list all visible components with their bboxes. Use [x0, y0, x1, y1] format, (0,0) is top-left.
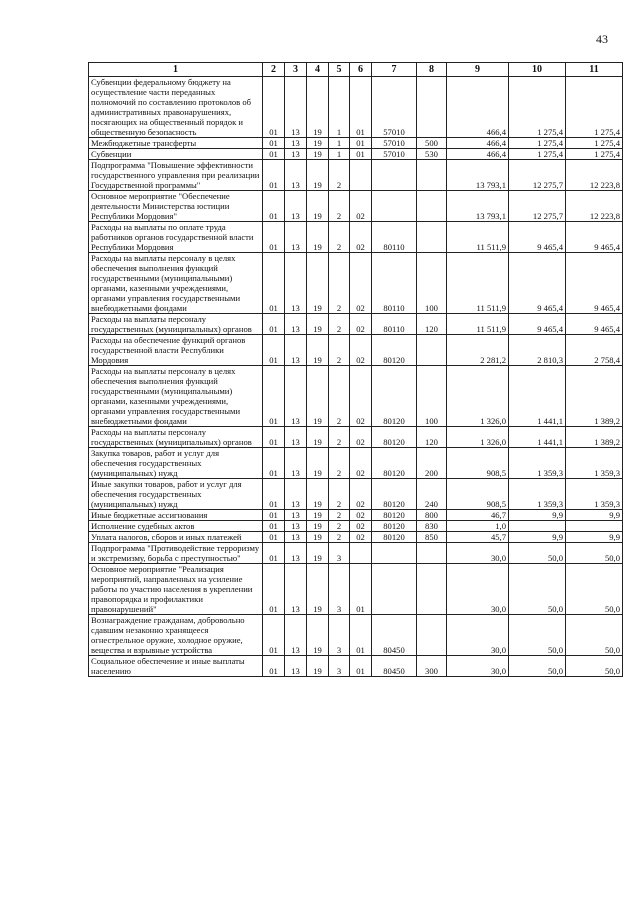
table-cell: 100 — [417, 253, 447, 314]
table-cell: 19 — [307, 138, 329, 149]
table-row — [89, 314, 623, 335]
table-cell: 30,0 — [447, 543, 509, 564]
table-cell: 908,5 — [447, 479, 509, 510]
row-name-cell: Субвенции федеральному бюджету на осуществление части переданных полномочий по составлению протоколов об административных правонарушениях, посягающих на общественный порядок и общественную безопасность — [89, 77, 263, 138]
table-cell: 19 — [307, 427, 329, 448]
table-cell: 9 465,4 — [566, 253, 623, 314]
table-cell: 02 — [350, 532, 372, 543]
table-row — [89, 532, 623, 543]
table-cell: 19 — [307, 543, 329, 564]
table-cell: 3 — [329, 543, 350, 564]
table-cell: 11 511,9 — [447, 314, 509, 335]
table-cell: 50,0 — [509, 564, 566, 615]
table-cell: 1 275,4 — [566, 138, 623, 149]
row-name-cell: Уплата налогов, сборов и иных платежей — [89, 532, 263, 543]
table-cell: 13 — [285, 532, 307, 543]
table-cell: 19 — [307, 253, 329, 314]
table-cell — [350, 543, 372, 564]
table-cell: 240 — [417, 479, 447, 510]
table-cell — [417, 543, 447, 564]
table-cell: 11 511,9 — [447, 222, 509, 253]
table-cell: 19 — [307, 479, 329, 510]
table-cell: 80120 — [372, 366, 417, 427]
table-cell: 80120 — [372, 427, 417, 448]
table-cell: 19 — [307, 222, 329, 253]
table-cell: 13 — [285, 656, 307, 677]
table-cell: 02 — [350, 191, 372, 222]
table-cell: 02 — [350, 314, 372, 335]
table-row — [89, 149, 623, 160]
table-cell: 12 223,8 — [566, 160, 623, 191]
table-cell: 120 — [417, 314, 447, 335]
table-cell: 9 465,4 — [566, 314, 623, 335]
table-cell: 2 — [329, 479, 350, 510]
table-cell: 530 — [417, 149, 447, 160]
table-row — [89, 479, 623, 510]
table-cell: 13 — [285, 253, 307, 314]
table-cell: 120 — [417, 427, 447, 448]
row-name-cell: Вознаграждение гражданам, добровольно сдавшим незаконно хранящееся огнестрельное оружие, холодное оружие, вещества и взрывные устройства — [89, 615, 263, 656]
table-cell — [372, 191, 417, 222]
table-cell — [417, 222, 447, 253]
table-cell: 01 — [263, 532, 285, 543]
column-header-7: 7 — [372, 63, 417, 77]
table-cell: 50,0 — [566, 564, 623, 615]
budget-table — [88, 62, 623, 677]
row-name-cell: Основное мероприятие "Реализация мероприятий, направленных на усиление работы по участию населения в укреплении правопорядка и профилактики правонарушений" — [89, 564, 263, 615]
table-cell: 19 — [307, 448, 329, 479]
table-row — [89, 335, 623, 366]
table-cell: 9,9 — [566, 510, 623, 521]
table-cell: 01 — [350, 138, 372, 149]
table-cell: 50,0 — [509, 543, 566, 564]
table-cell: 19 — [307, 615, 329, 656]
table-cell: 100 — [417, 366, 447, 427]
table-cell: 1 389,2 — [566, 366, 623, 427]
table-row — [89, 191, 623, 222]
table-cell: 466,4 — [447, 77, 509, 138]
table-cell: 2 — [329, 532, 350, 543]
table-cell: 13 — [285, 543, 307, 564]
table-cell: 1 359,3 — [566, 479, 623, 510]
table-cell: 9 465,4 — [509, 222, 566, 253]
table-cell — [417, 615, 447, 656]
table-cell: 11 511,9 — [447, 253, 509, 314]
table-cell: 9,9 — [509, 532, 566, 543]
table-cell: 01 — [350, 615, 372, 656]
table-cell: 800 — [417, 510, 447, 521]
table-cell: 02 — [350, 335, 372, 366]
table-cell: 2 — [329, 427, 350, 448]
table-cell — [417, 77, 447, 138]
table-cell: 01 — [350, 149, 372, 160]
table-cell: 57010 — [372, 138, 417, 149]
table-cell: 2 — [329, 448, 350, 479]
table-cell: 19 — [307, 366, 329, 427]
table-cell — [350, 160, 372, 191]
row-name-cell: Иные бюджетные ассигнования — [89, 510, 263, 521]
table-cell: 1 326,0 — [447, 366, 509, 427]
table-cell: 9 465,4 — [509, 253, 566, 314]
column-header-9: 9 — [447, 63, 509, 77]
table-cell: 9 465,4 — [566, 222, 623, 253]
table-cell: 01 — [263, 222, 285, 253]
column-header-5: 5 — [329, 63, 350, 77]
table-cell: 13 793,1 — [447, 160, 509, 191]
table-cell: 01 — [350, 656, 372, 677]
row-name-cell: Социальное обеспечение и иные выплаты населению — [89, 656, 263, 677]
table-cell: 19 — [307, 564, 329, 615]
table-cell: 1 275,4 — [509, 138, 566, 149]
table-cell: 19 — [307, 521, 329, 532]
row-name-cell: Исполнение судебных актов — [89, 521, 263, 532]
table-cell: 2 — [329, 222, 350, 253]
table-cell: 1 275,4 — [566, 149, 623, 160]
row-name-cell: Расходы на выплаты персоналу в целях обеспечения выполнения функций государственными (муниципальными) органами, казенными учреждениями, органами управления государственными внебюджетными фондами — [89, 366, 263, 427]
table-cell: 02 — [350, 366, 372, 427]
table-row — [89, 366, 623, 427]
table-cell: 1 275,4 — [509, 149, 566, 160]
table-cell: 19 — [307, 160, 329, 191]
table-cell: 01 — [263, 77, 285, 138]
table-cell: 19 — [307, 191, 329, 222]
table-cell: 830 — [417, 521, 447, 532]
header-row — [89, 63, 623, 77]
table-cell — [509, 521, 566, 532]
table-cell — [417, 335, 447, 366]
table-cell: 57010 — [372, 77, 417, 138]
table-row — [89, 448, 623, 479]
table-cell: 1,0 — [447, 521, 509, 532]
table-cell: 80110 — [372, 222, 417, 253]
table-cell: 1 — [329, 149, 350, 160]
table-cell: 01 — [263, 335, 285, 366]
table-cell: 13 — [285, 138, 307, 149]
table-cell: 80110 — [372, 253, 417, 314]
table-row — [89, 615, 623, 656]
table-cell: 13 — [285, 77, 307, 138]
table-cell: 13 — [285, 510, 307, 521]
table-cell: 1 — [329, 138, 350, 149]
table-cell: 02 — [350, 510, 372, 521]
table-row — [89, 160, 623, 191]
table-cell: 200 — [417, 448, 447, 479]
column-header-3: 3 — [285, 63, 307, 77]
table-cell: 500 — [417, 138, 447, 149]
table-cell: 1 441,1 — [509, 366, 566, 427]
table-cell — [417, 160, 447, 191]
table-cell: 850 — [417, 532, 447, 543]
table-cell: 13 — [285, 448, 307, 479]
table-cell: 01 — [263, 366, 285, 427]
row-name-cell: Расходы на выплаты персоналу государственных (муниципальных) органов — [89, 314, 263, 335]
row-name-cell: Подпрограмма "Противодействие терроризму и экстремизму, борьба с преступностью" — [89, 543, 263, 564]
table-row — [89, 77, 623, 138]
row-name-cell: Расходы на выплаты персоналу в целях обеспечения выполнения функций государственными (муниципальными) органами, казенными учреждениями, органами управления государственными внебюджетными фондами — [89, 253, 263, 314]
table-cell: 01 — [263, 521, 285, 532]
table-cell: 13 — [285, 160, 307, 191]
table-cell: 13 — [285, 366, 307, 427]
table-row — [89, 253, 623, 314]
table-cell: 13 — [285, 314, 307, 335]
table-cell: 02 — [350, 448, 372, 479]
table-cell: 01 — [263, 615, 285, 656]
table-cell — [372, 543, 417, 564]
table-cell: 2 — [329, 191, 350, 222]
table-cell: 01 — [263, 160, 285, 191]
table-row — [89, 564, 623, 615]
table-cell: 9,9 — [566, 532, 623, 543]
table-cell: 19 — [307, 532, 329, 543]
table-cell: 2 758,4 — [566, 335, 623, 366]
table-cell: 01 — [263, 427, 285, 448]
table-cell: 466,4 — [447, 149, 509, 160]
table-cell: 57010 — [372, 149, 417, 160]
table-cell: 02 — [350, 521, 372, 532]
table-cell: 30,0 — [447, 656, 509, 677]
table-row — [89, 521, 623, 532]
table-cell: 2 — [329, 160, 350, 191]
table-row — [89, 656, 623, 677]
table-cell: 50,0 — [566, 615, 623, 656]
table-cell: 1 275,4 — [509, 77, 566, 138]
table-cell: 01 — [263, 479, 285, 510]
table-cell — [417, 564, 447, 615]
table-cell: 3 — [329, 656, 350, 677]
table-cell: 300 — [417, 656, 447, 677]
table-cell: 01 — [263, 149, 285, 160]
table-cell: 13 — [285, 149, 307, 160]
table-cell: 02 — [350, 222, 372, 253]
column-header-2: 2 — [263, 63, 285, 77]
table-cell: 80120 — [372, 479, 417, 510]
table-cell: 1 389,2 — [566, 427, 623, 448]
table-cell: 13 793,1 — [447, 191, 509, 222]
row-name-cell: Расходы на обеспечение функций органов государственной власти Республики Мордовия — [89, 335, 263, 366]
table-cell: 45,7 — [447, 532, 509, 543]
table-cell: 80450 — [372, 615, 417, 656]
table-cell — [566, 521, 623, 532]
table-cell: 2 — [329, 335, 350, 366]
table-cell: 2 — [329, 521, 350, 532]
table-cell: 13 — [285, 564, 307, 615]
table-cell: 1 441,1 — [509, 427, 566, 448]
table-cell: 12 275,7 — [509, 191, 566, 222]
table-cell: 80120 — [372, 448, 417, 479]
row-name-cell: Подпрограмма "Повышение эффективности государственного управления при реализации Государственной программы" — [89, 160, 263, 191]
table-cell: 80120 — [372, 521, 417, 532]
table-row — [89, 510, 623, 521]
table-cell: 02 — [350, 479, 372, 510]
table-cell: 13 — [285, 615, 307, 656]
table-cell: 13 — [285, 335, 307, 366]
table-cell: 19 — [307, 510, 329, 521]
table-cell: 2 810,3 — [509, 335, 566, 366]
table-cell: 1 359,3 — [509, 448, 566, 479]
table-cell: 1 275,4 — [566, 77, 623, 138]
table-cell: 50,0 — [566, 656, 623, 677]
table-cell: 01 — [263, 543, 285, 564]
table-cell: 2 — [329, 366, 350, 427]
table-cell: 46,7 — [447, 510, 509, 521]
row-name-cell: Расходы на выплаты персоналу государственных (муниципальных) органов — [89, 427, 263, 448]
table-cell: 13 — [285, 222, 307, 253]
column-header-6: 6 — [350, 63, 372, 77]
column-header-4: 4 — [307, 63, 329, 77]
table-cell: 19 — [307, 656, 329, 677]
table-cell: 19 — [307, 314, 329, 335]
table-cell — [372, 564, 417, 615]
table-cell: 13 — [285, 521, 307, 532]
table-cell — [372, 160, 417, 191]
table-cell: 80110 — [372, 314, 417, 335]
table-cell: 1 359,3 — [509, 479, 566, 510]
row-name-cell: Основное мероприятие "Обеспечение деятельности Министерства юстиции Республики Мордовия" — [89, 191, 263, 222]
column-header-1: 1 — [89, 63, 263, 77]
table-cell: 2 — [329, 253, 350, 314]
table-cell: 9,9 — [509, 510, 566, 521]
table-cell: 908,5 — [447, 448, 509, 479]
table-row — [89, 138, 623, 149]
table-cell: 01 — [263, 510, 285, 521]
page-number: 43 — [596, 32, 608, 46]
table-cell: 12 223,8 — [566, 191, 623, 222]
row-name-cell: Расходы на выплаты по оплате труда работников органов государственной власти Республики Мордовия — [89, 222, 263, 253]
table-cell: 19 — [307, 149, 329, 160]
table-cell: 01 — [350, 77, 372, 138]
table-cell: 19 — [307, 335, 329, 366]
table-row — [89, 427, 623, 448]
table-cell: 50,0 — [509, 656, 566, 677]
row-name-cell: Межбюджетные трансферты — [89, 138, 263, 149]
row-name-cell: Иные закупки товаров, работ и услуг для обеспечения государственных (муниципальных) нужд — [89, 479, 263, 510]
table-cell: 12 275,7 — [509, 160, 566, 191]
table-cell: 19 — [307, 77, 329, 138]
table-cell: 02 — [350, 253, 372, 314]
column-header-8: 8 — [417, 63, 447, 77]
table-cell: 80450 — [372, 656, 417, 677]
table-cell: 80120 — [372, 510, 417, 521]
column-header-10: 10 — [509, 63, 566, 77]
row-name-cell: Закупка товаров, работ и услуг для обеспечения государственных (муниципальных) нужд — [89, 448, 263, 479]
table-cell: 02 — [350, 427, 372, 448]
table-cell: 1 359,3 — [566, 448, 623, 479]
table-cell: 01 — [263, 253, 285, 314]
table-cell: 30,0 — [447, 564, 509, 615]
table-cell: 1 326,0 — [447, 427, 509, 448]
table-cell: 50,0 — [509, 615, 566, 656]
table-cell: 01 — [350, 564, 372, 615]
row-name-cell: Субвенции — [89, 149, 263, 160]
table-cell: 30,0 — [447, 615, 509, 656]
table-cell: 01 — [263, 564, 285, 615]
table-cell: 466,4 — [447, 138, 509, 149]
table-cell: 01 — [263, 448, 285, 479]
table-cell: 3 — [329, 564, 350, 615]
table-cell: 01 — [263, 314, 285, 335]
table-cell: 80120 — [372, 532, 417, 543]
table-cell: 9 465,4 — [509, 314, 566, 335]
table-cell: 3 — [329, 615, 350, 656]
table-cell: 2 281,2 — [447, 335, 509, 366]
table-cell: 13 — [285, 191, 307, 222]
table-cell: 13 — [285, 427, 307, 448]
table-cell: 13 — [285, 479, 307, 510]
column-header-11: 11 — [566, 63, 623, 77]
table-cell: 01 — [263, 191, 285, 222]
table-cell: 2 — [329, 510, 350, 521]
table-cell: 1 — [329, 77, 350, 138]
table-cell: 01 — [263, 656, 285, 677]
table-cell: 01 — [263, 138, 285, 149]
table-cell — [417, 191, 447, 222]
table-cell: 80120 — [372, 335, 417, 366]
table-cell: 50,0 — [566, 543, 623, 564]
table-row — [89, 222, 623, 253]
table-cell: 2 — [329, 314, 350, 335]
table-row — [89, 543, 623, 564]
